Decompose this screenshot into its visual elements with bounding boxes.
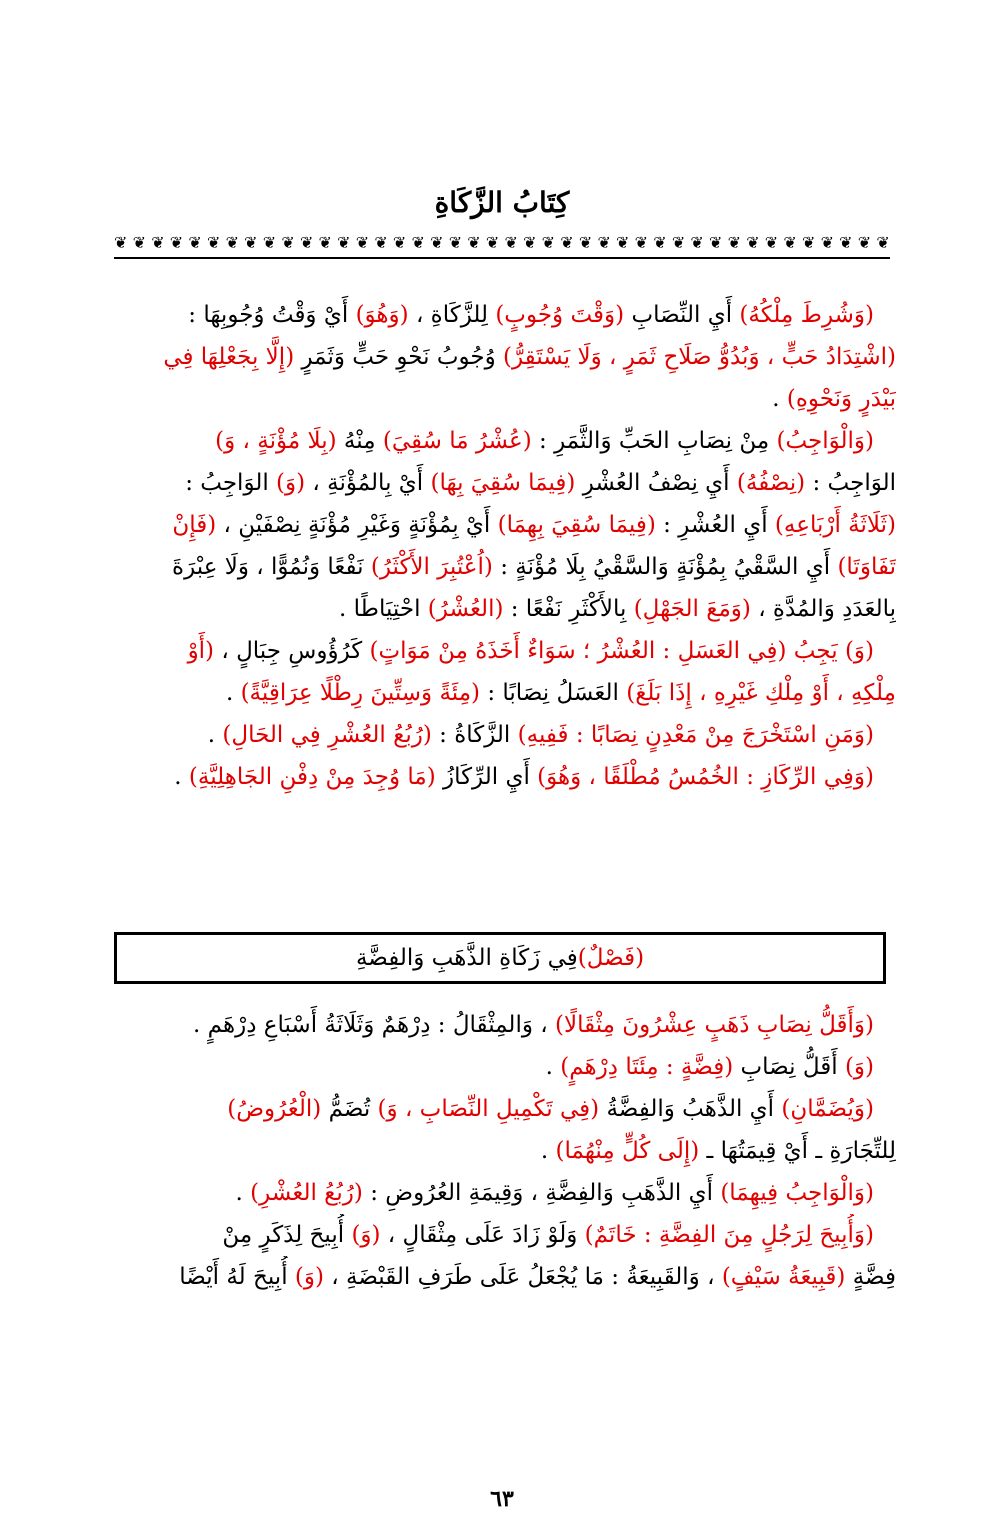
ornament-flower-icon: ❦: [392, 233, 407, 252]
matn-text: (وَأَقَلُّ نِصَابِ ذَهَبٍ عِشْرُونَ مِثْقَالًا): [554, 1012, 874, 1038]
matn-text: (الْعُرُوضُ): [227, 1096, 322, 1122]
ornament-flower-icon: ❦: [281, 233, 295, 252]
matn-text: (إِلَّا بِجَعْلِهَا فِي: [163, 344, 295, 370]
commentary-text: الوَاجِبُ :: [185, 470, 277, 496]
ornament-flower-icon: ❦: [151, 233, 165, 252]
text-line: [110, 588, 896, 630]
ornament-flower-icon: ❦: [225, 233, 239, 252]
commentary-text: أَيْ وَقْتُ وُجُوبِهَا :: [188, 302, 356, 328]
commentary-text: أَيِ الرِّكَازُ: [435, 764, 538, 790]
body-text-bottom: [110, 1004, 896, 1298]
text-line: [110, 630, 896, 672]
matn-text: (إِلَى كُلٍّ مِنْهُمَا): [555, 1138, 700, 1164]
commentary-text: أَيْ بِمُؤْنَةٍ وَغَيْرِ مُؤْنَةٍ نِصْفَيْنِ ،: [216, 512, 498, 538]
commentary-text: .: [235, 1180, 251, 1206]
ornament-flower-icon: ❦: [820, 233, 834, 252]
commentary-text: تُضَمُّ: [321, 1096, 378, 1122]
matn-text: (اشْتِدَادُ حَبٍّ ، وَبُدُوُّ صَلَاحِ ثَمَرٍ ، وَلَا يَسْتَقِرُّ): [503, 344, 896, 370]
matn-text: (اُعْتُبِرَ الأَكْثَرُ): [370, 554, 493, 580]
text-line: [110, 1172, 896, 1214]
ornament-flower-icon: ❦: [448, 233, 463, 252]
matn-text: (وَ) يَجِبُ (فِي العَسَلِ : العُشْرُ ؛ سَوَاءٌ أَخَذَهُ مِنْ مَوَاتٍ): [369, 638, 874, 664]
ornamental-border: [114, 230, 890, 256]
ornament-flower-icon: ❦: [764, 233, 779, 252]
matn-text: (وَ): [276, 470, 306, 496]
page-title: كِتَابُ الزَّكَاةِ: [434, 186, 570, 219]
matn-text: (مَا وُجِدَ مِنْ دِفْنِ الجَاهِلِيَّةِ): [188, 764, 436, 790]
commentary-text: وُجُوبُ نَحْوِ حَبٍّ وَثَمَرٍ: [294, 344, 504, 370]
commentary-text: مِنْ نِصَابِ الحَبِّ وَالثَّمَرِ :: [531, 428, 777, 454]
commentary-text: مِنْهُ: [336, 428, 383, 454]
ornament-flower-icon: ❦: [374, 233, 388, 252]
ornament-flower-icon: ❦: [783, 233, 797, 252]
ornament-flower-icon: ❦: [411, 233, 425, 252]
matn-text: (وَيُضَمَّانِ): [781, 1096, 874, 1122]
ornament-flower-icon: ❦: [337, 233, 351, 252]
matn-text: (نِصْفُهُ): [736, 470, 806, 496]
text-line: [110, 1088, 896, 1130]
matn-text: (فِيمَا سُقِيَ بِهِمَا): [497, 512, 656, 538]
commentary-text: لِلتِّجَارَةِ ـ أَيْ قِيمَتُهَا ـ: [699, 1138, 896, 1164]
commentary-text: وَلَوْ زَادَ عَلَى مِثْقَالٍ ،: [380, 1222, 585, 1248]
matn-text: (وَمَنِ اسْتَخْرَجَ مِنْ مَعْدِنٍ نِصَابًا : فَفِيهِ): [517, 722, 874, 748]
text-line: [110, 546, 896, 588]
matn-text: (عُشْرُ مَا سُقِيَ): [382, 428, 532, 454]
commentary-text: أَيِ نِصْفُ العُشْرِ: [575, 470, 737, 496]
matn-text: (العُشْرُ): [427, 596, 504, 622]
section-heading: [114, 932, 886, 984]
text-line: [110, 1130, 896, 1172]
ornament-flower-icon: ❦: [504, 233, 518, 252]
page-number: ٦٣: [490, 1486, 514, 1512]
commentary-text: أَيِ النِّصَابِ: [624, 302, 740, 328]
ornament-flower-icon: ❦: [355, 233, 370, 252]
commentary-text: .: [207, 722, 223, 748]
ornament-flower-icon: ❦: [206, 233, 221, 252]
text-line: [110, 1046, 896, 1088]
matn-text: (رُبُعُ العُشْرِ): [250, 1180, 363, 1206]
text-line: [110, 462, 896, 504]
matn-text: (وَمَعَ الجَهْلِ): [633, 596, 751, 622]
commentary-text: أُبِيحَ لَهُ أَيْضًا: [179, 1264, 295, 1290]
matn-text: (وَ): [351, 1222, 381, 1248]
matn-text: (وَشُرِطَ مِلْكُهُ): [739, 302, 874, 328]
commentary-text: كَرُؤُوسِ جِبَالٍ ،: [214, 638, 370, 664]
ornament-flower-icon: ❦: [671, 233, 686, 252]
commentary-text: الوَاجِبُ :: [805, 470, 896, 496]
ornament-flower-icon: ❦: [597, 233, 611, 252]
commentary-text: فِضَّةٍ: [845, 1264, 896, 1290]
ornament-flower-icon: ❦: [634, 233, 649, 252]
text-line: [110, 1256, 896, 1298]
commentary-text: بِالأَكْثَرِ نَفْعًا :: [503, 596, 634, 622]
matn-text: (وَالْوَاجِبُ فِيهِمَا): [720, 1180, 874, 1206]
commentary-text: الزَّكَاةُ :: [431, 722, 518, 748]
divider: [114, 257, 890, 259]
commentary-text: .: [540, 1138, 556, 1164]
text-line: [110, 1214, 896, 1256]
ornament-flower-icon: ❦: [467, 233, 481, 252]
matn-text: (بِلَا مُؤْنَةٍ ، وَ): [215, 428, 337, 454]
ornament-flower-icon: ❦: [653, 233, 667, 252]
commentary-text: أَيِ السَّقْيُ بِمُؤْنَةٍ وَالسَّقْيُ بِلَا مُؤْنَةٍ :: [492, 554, 838, 580]
commentary-text: أَقَلُّ نِصَابِ: [733, 1054, 845, 1080]
ornament-flower-icon: ❦: [876, 233, 890, 252]
commentary-text: .: [174, 764, 189, 790]
commentary-text: أُبِيحَ لِذَكَرٍ مِنْ: [222, 1222, 352, 1248]
matn-text: (وَأُبِيحَ لِرَجُلٍ مِنَ الفِضَّةِ : خَاتَمٌ): [584, 1222, 874, 1248]
text-line: [110, 420, 896, 462]
commentary-text: .: [225, 680, 241, 706]
ornament-flower-icon: ❦: [857, 233, 872, 252]
ornament-flower-icon: ❦: [169, 233, 184, 252]
ornament-flower-icon: ❦: [485, 233, 500, 252]
matn-text: (فِيمَا سُقِيَ بِهَا): [430, 470, 576, 496]
commentary-text: أَيِ الذَّهَبِ وَالفِضَّةِ ، وَقِيمَةِ العُرُوضِ :: [362, 1180, 721, 1206]
ornament-flower-icon: ❦: [188, 233, 202, 252]
ornament-flower-icon: ❦: [560, 233, 574, 252]
commentary-text: بِالعَدَدِ وَالمُدَّةِ ،: [750, 596, 896, 622]
commentary-text: أَيِ العُشْرِ :: [655, 512, 775, 538]
ornament-flower-icon: ❦: [616, 233, 630, 252]
ornament-flower-icon: ❦: [262, 233, 277, 252]
text-line: [110, 378, 896, 420]
ornament-flower-icon: ❦: [839, 233, 853, 252]
commentary-text: لِلزَّكَاةِ ،: [408, 302, 496, 328]
ornament-flower-icon: ❦: [578, 233, 593, 252]
text-line: [110, 294, 896, 336]
matn-text: (فَإِنْ: [172, 512, 217, 538]
matn-text: (قَبِيعَةُ سَيْفٍ): [721, 1264, 846, 1290]
matn-text: (وَالْوَاجِبُ): [776, 428, 874, 454]
ornament-flower-icon: ❦: [746, 233, 760, 252]
ornament-flower-icon: ❦: [430, 233, 444, 252]
commentary-text: ، وَالقَبِيعَةُ : مَا يُجْعَلُ عَلَى طَرَفِ القَبْضَةِ ،: [323, 1264, 722, 1290]
matn-text: (وَقْتَ وُجُوبٍ): [495, 302, 625, 328]
commentary-text: .: [545, 1054, 561, 1080]
matn-text: (رُبُعُ العُشْرِ فِي الحَالِ): [222, 722, 432, 748]
matn-text: (فِضَّةٍ : مِئَتَا دِرْهَمٍ): [560, 1054, 734, 1080]
commentary-text: العَسَلُ نِصَابًا :: [480, 680, 627, 706]
matn-text: (وَهُوَ): [355, 302, 409, 328]
ornament-flower-icon: ❦: [244, 233, 258, 252]
matn-text: (مِئَةً وَسِتِّينَ رِطْلًا عِرَاقِيَّةً): [240, 680, 481, 706]
commentary-text: .: [772, 386, 787, 412]
ornament-flower-icon: ❦: [709, 233, 723, 252]
matn-text: تَفَاوَتَا): [837, 554, 896, 580]
matn-text: (وَفِي الرِّكَازِ : الخُمُسُ مُطْلَقًا ، وَهُوَ): [537, 764, 874, 790]
ornament-flower-icon: ❦: [114, 233, 128, 252]
commentary-text: ، وَالمِثْقَالُ : دِرْهَمٌ وَثَلَاثَةُ أَسْبَاعِ دِرْهَمٍ .: [193, 1012, 555, 1038]
matn-text: (ثَلَاثَةُ أَرْبَاعِهِ): [774, 512, 896, 538]
matn-text: مِلْكِهِ ، أَوْ مِلْكِ غَيْرِهِ ، إِذَا بَلَغَ): [626, 680, 896, 706]
commentary-text: أَيْ بِالمُؤْنَةِ ،: [305, 470, 431, 496]
ornament-flower-icon: ❦: [523, 233, 537, 252]
ornament-flower-icon: ❦: [132, 233, 146, 252]
section-title: فِي زَكَاةِ الذَّهَبِ وَالفِضَّةِ: [355, 945, 578, 971]
ornament-flower-icon: ❦: [541, 233, 556, 252]
text-line: [110, 672, 896, 714]
commentary-text: نَفْعًا وَنُمُوًّا ، وَلَا عِبْرَةَ: [172, 554, 371, 580]
body-text-top: [110, 294, 896, 798]
section-label: (فَصْلٌ): [577, 945, 645, 971]
commentary-text: احْتِيَاطًا .: [339, 596, 428, 622]
matn-text: (فِي تَكْمِيلِ النِّصَابِ ، وَ): [377, 1096, 600, 1122]
ornament-flower-icon: ❦: [801, 233, 816, 252]
ornament-flower-icon: ❦: [299, 233, 314, 252]
matn-text: (وَ): [294, 1264, 324, 1290]
text-line: [110, 756, 896, 798]
matn-text: بَيْدَرٍ وَنَحْوِهِ): [786, 386, 896, 412]
text-line: [110, 504, 896, 546]
text-line: [110, 714, 896, 756]
matn-text: (وَ): [844, 1054, 874, 1080]
commentary-text: أَيِ الذَّهَبُ وَالفِضَّةُ: [599, 1096, 782, 1122]
matn-text: (أَوْ: [187, 638, 215, 664]
text-line: [110, 1004, 896, 1046]
ornament-flower-icon: ❦: [727, 233, 741, 252]
ornament-flower-icon: ❦: [690, 233, 704, 252]
text-line: [110, 336, 896, 378]
ornament-flower-icon: ❦: [318, 233, 332, 252]
